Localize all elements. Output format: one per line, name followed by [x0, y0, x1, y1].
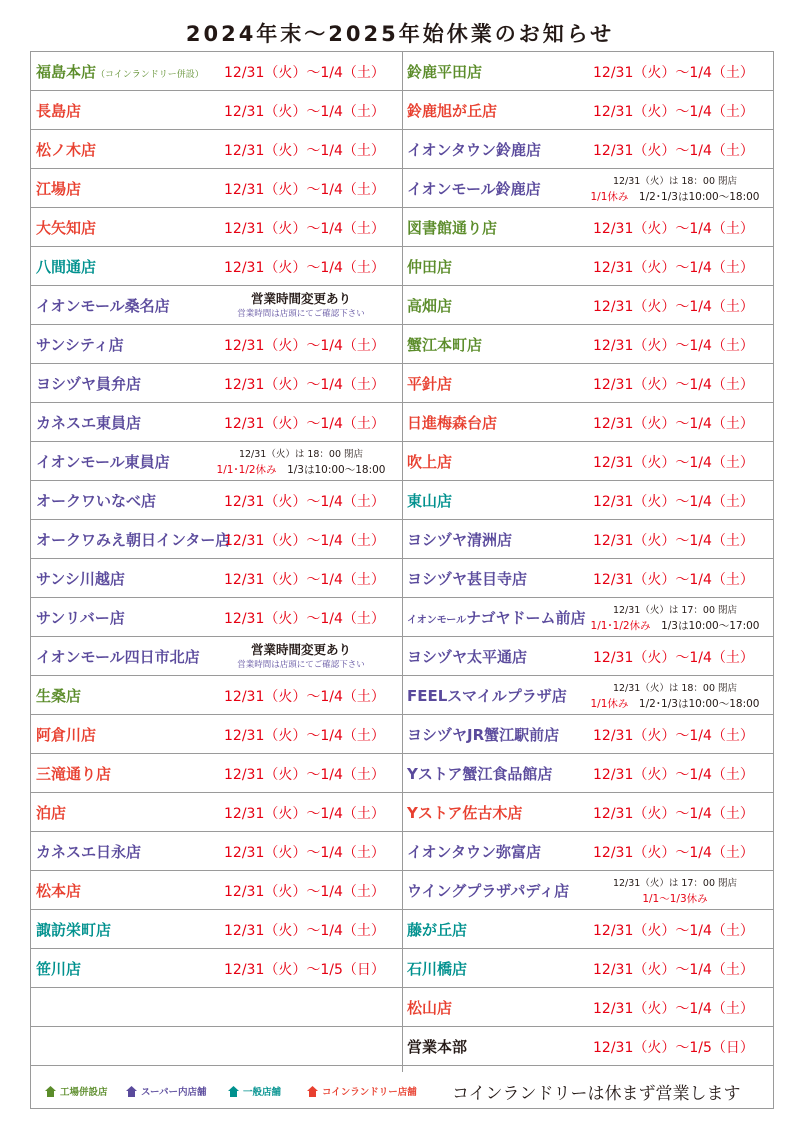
- store-name-text: 諏訪栄町店: [36, 921, 112, 939]
- table-row: [31, 403, 402, 442]
- store-name-text: イオンタウン弥富店: [407, 843, 541, 861]
- legend-label: コインランドリー店舗: [322, 1087, 417, 1098]
- store-name: [36, 451, 170, 472]
- closing-period: 12/31（火）〜1/4（土）: [224, 260, 385, 276]
- house-icon: [307, 1086, 318, 1097]
- store-name-text: 松本店: [36, 882, 82, 900]
- table-row: [31, 286, 402, 325]
- table-row: [31, 520, 402, 559]
- store-name-main: ナゴヤドーム前店: [466, 609, 586, 627]
- closing-period: 12/31（火）〜1/4（土）: [593, 806, 754, 822]
- store-name: [407, 490, 452, 511]
- store-name: [407, 724, 559, 745]
- closing-period: 12/31（火）〜1/4（土）: [593, 338, 754, 354]
- store-name-text: オークワみえ朝日インター店: [36, 531, 231, 549]
- store-name: [36, 100, 81, 121]
- reduced-hours: 1/2･1/3は10:00〜18:00: [638, 191, 760, 203]
- house-icon: [45, 1086, 56, 1097]
- store-name-text: 阿倉川店: [36, 726, 97, 744]
- table-row: [402, 598, 773, 637]
- hours-change-note: 営業時間は店頭にてご確認下さい: [237, 309, 365, 319]
- table-row: [402, 715, 773, 754]
- store-name-text: 高畑店: [407, 297, 453, 315]
- closing-period: 12/31（火）〜1/4（土）: [224, 338, 385, 354]
- store-name-text: 石川橋店: [407, 960, 468, 978]
- table-row: [31, 949, 402, 988]
- right-column: [402, 52, 773, 1066]
- store-name-text: 八間通店: [36, 258, 97, 276]
- store-name: [407, 139, 541, 160]
- store-name: [36, 217, 96, 238]
- store-name-text: Yストア佐古木店: [407, 804, 523, 822]
- store-name: [407, 334, 482, 355]
- special-hours-detail: [203, 462, 399, 477]
- legend-item: [228, 1084, 281, 1098]
- table-row: [402, 91, 773, 130]
- store-name: [36, 373, 141, 394]
- store-name-text: 笹川店: [36, 960, 82, 978]
- store-name: [36, 607, 125, 628]
- store-name-text: オークワいなべ店: [36, 492, 157, 510]
- store-name: [407, 373, 452, 394]
- closing-period: 12/31（火）〜1/4（土）: [593, 767, 754, 783]
- closing-period: 12/31（火）〜1/4（土）: [224, 572, 385, 588]
- closing-period: 12/31（火）〜1/4（土）: [224, 377, 385, 393]
- table-row: [31, 637, 402, 676]
- house-icon: [228, 1086, 239, 1097]
- closing-period: 12/31（火）〜1/4（土）: [224, 689, 385, 705]
- closing-period: 12/31（火）〜1/4（土）: [593, 494, 754, 510]
- table-row: [31, 442, 402, 481]
- store-name: [407, 880, 569, 901]
- table-row: [31, 364, 402, 403]
- store-name: [407, 568, 527, 589]
- legend-item: [126, 1084, 207, 1098]
- table-row: [31, 52, 402, 91]
- closing-period: 12/31（火）〜1/4（土）: [593, 143, 754, 159]
- store-name-text: カネスエ東員店: [36, 414, 142, 432]
- closing-period: 12/31（火）〜1/4（土）: [593, 923, 754, 939]
- table-row: [31, 169, 402, 208]
- closing-period: 12/31（火）〜1/4（土）: [593, 65, 754, 81]
- special-hours-detail: [578, 696, 772, 711]
- store-name: [36, 61, 204, 82]
- closing-period: 12/31（火）〜1/4（土）: [224, 65, 385, 81]
- store-name-text: 平針店: [407, 375, 453, 393]
- store-name-text: 松ノ木店: [36, 141, 97, 159]
- store-name: [407, 178, 541, 199]
- store-name-text: 東山店: [407, 492, 453, 510]
- store-name-prefix: イオンモール: [407, 615, 467, 626]
- legend-label: スーパー内店舗: [141, 1087, 207, 1098]
- legend-label: 工場併設店: [60, 1087, 108, 1098]
- closing-period: 12/31（火）〜1/4（土）: [224, 845, 385, 861]
- store-name-text: 吹上店: [407, 453, 453, 471]
- special-hours-close: 12/31（火）は 17：00 閉店: [612, 878, 738, 889]
- table-row: [402, 52, 773, 91]
- table-row: [31, 91, 402, 130]
- store-name: [36, 529, 230, 550]
- store-name: [407, 763, 552, 784]
- store-name-text: 江場店: [36, 180, 82, 198]
- store-name-text: 生桑店: [36, 687, 82, 705]
- closing-period: 12/31（火）〜1/4（土）: [593, 962, 754, 978]
- hours-change-title: 営業時間変更あり: [250, 291, 351, 306]
- store-name: [36, 139, 96, 160]
- store-name: [407, 1036, 467, 1057]
- table-row: [31, 1027, 402, 1066]
- holiday-days: 1/1休み: [590, 191, 629, 203]
- hours-change-notice: [203, 637, 399, 676]
- table-row: [402, 169, 773, 208]
- store-name-text: イオンタウン鈴鹿店: [407, 141, 541, 159]
- store-name-text: イオンモール四日市北店: [36, 648, 200, 666]
- closing-period: 12/31（火）〜1/4（土）: [224, 143, 385, 159]
- store-name: [36, 178, 81, 199]
- store-name: [36, 880, 81, 901]
- closing-period: 12/31（火）〜1/4（土）: [593, 260, 754, 276]
- store-name: [36, 919, 111, 940]
- closing-period: 12/31（火）〜1/4（土）: [593, 845, 754, 861]
- closing-period: 12/31（火）〜1/4（土）: [224, 884, 385, 900]
- special-hours-close: 12/31（火）は 18：00 閉店: [612, 683, 738, 694]
- table-row: [402, 949, 773, 988]
- reduced-hours: 1/3は10:00〜17:00: [661, 620, 760, 632]
- table-row: [402, 520, 773, 559]
- store-name: [36, 334, 124, 355]
- legend-item: [45, 1084, 108, 1098]
- table-row: [31, 481, 402, 520]
- reduced-hours: 1/3は10:00〜18:00: [287, 464, 386, 476]
- store-name-text: 鈴鹿平田店: [407, 63, 483, 81]
- table-row: [31, 754, 402, 793]
- table-row: [31, 715, 402, 754]
- table-row: [31, 598, 402, 637]
- hours-change-note: 営業時間は店頭にてご確認下さい: [237, 660, 365, 670]
- closing-period: 12/31（火）〜1/4（土）: [224, 611, 385, 627]
- closing-period: 12/31（火）〜1/4（土）: [593, 572, 754, 588]
- store-name: [407, 412, 497, 433]
- legend-note: コインランドリーは休まず営業します: [452, 1084, 741, 1104]
- store-name: [407, 919, 467, 940]
- store-name: [407, 529, 512, 550]
- table-row: [402, 481, 773, 520]
- closing-period: 12/31（火）〜1/4（土）: [593, 299, 754, 315]
- table-row: [402, 754, 773, 793]
- table-row: [402, 559, 773, 598]
- store-name-text: ヨシヅヤ太平通店: [407, 648, 528, 666]
- table-row: [31, 325, 402, 364]
- holiday-days: 1/1休み: [590, 698, 629, 710]
- store-name: [407, 295, 452, 316]
- store-name-text: 鈴鹿旭が丘店: [407, 102, 498, 120]
- store-name: [36, 724, 96, 745]
- store-name: [407, 256, 452, 277]
- closing-period: 12/31（火）〜1/4（土）: [593, 377, 754, 393]
- special-hours: [578, 598, 772, 637]
- closing-period: 12/31（火）〜1/4（土）: [224, 923, 385, 939]
- store-name-note: （コインランドリー併設）: [96, 70, 204, 80]
- store-name-text: 大矢知店: [36, 219, 97, 237]
- special-hours: [578, 871, 772, 910]
- table-row: [31, 559, 402, 598]
- closing-period: 12/31（火）〜1/4（土）: [224, 728, 385, 744]
- closing-period: 12/31（火）〜1/4（土）: [593, 104, 754, 120]
- table-row: [402, 130, 773, 169]
- store-name: [36, 763, 111, 784]
- store-name-text: 営業本部: [407, 1038, 468, 1056]
- table-row: [402, 910, 773, 949]
- store-name-text: Yストア蟹江食品館店: [407, 765, 553, 783]
- table-row: [402, 247, 773, 286]
- table-row: [402, 325, 773, 364]
- store-name: [36, 490, 156, 511]
- table-row: [31, 676, 402, 715]
- store-name: [407, 685, 567, 706]
- closing-period: 12/31（火）〜1/4（土）: [224, 104, 385, 120]
- store-name-text: ウイングプラザパディ店: [407, 882, 570, 900]
- special-hours: [203, 442, 399, 481]
- table-row: [402, 676, 773, 715]
- reduced-hours: 1/2･1/3は10:00〜18:00: [638, 698, 760, 710]
- store-table: [30, 51, 774, 1109]
- closing-period: 12/31（火）〜1/5（日）: [593, 1040, 754, 1056]
- table-row: [31, 832, 402, 871]
- store-name-text: 泊店: [36, 804, 67, 822]
- closing-period: 12/31（火）〜1/4（土）: [224, 416, 385, 432]
- store-name: [36, 802, 66, 823]
- store-name: [407, 802, 522, 823]
- store-name: [407, 451, 452, 472]
- table-row: [31, 871, 402, 910]
- table-row: [402, 871, 773, 910]
- closing-period: 12/31（火）〜1/4（土）: [593, 533, 754, 549]
- closing-period: 12/31（火）〜1/4（土）: [593, 728, 754, 744]
- store-name-text: カネスエ日永店: [36, 843, 142, 861]
- store-name: [36, 646, 200, 667]
- store-name: [36, 295, 170, 316]
- closing-period: 12/31（火）〜1/4（土）: [224, 767, 385, 783]
- store-name-text: ヨシヅヤ員弁店: [36, 375, 142, 393]
- house-icon: [126, 1086, 137, 1097]
- store-name: [36, 685, 81, 706]
- store-name: [407, 61, 482, 82]
- holiday-days: 1/1〜1/3休み: [642, 893, 708, 905]
- special-hours-detail: [578, 189, 772, 204]
- table-row: [31, 910, 402, 949]
- store-name-text: 長島店: [36, 102, 82, 120]
- store-name-text: 蟹江本町店: [407, 336, 483, 354]
- special-hours: [578, 169, 772, 208]
- store-name-text: サンシティ店: [36, 336, 124, 354]
- special-hours-detail: [578, 891, 772, 906]
- store-name-text: ヨシヅヤ甚目寺店: [407, 570, 528, 588]
- store-name-text: サンリバー店: [36, 609, 125, 627]
- hours-change-notice: [203, 286, 399, 325]
- table-row: [402, 988, 773, 1027]
- closing-period: 12/31（火）〜1/4（土）: [224, 182, 385, 198]
- special-hours-detail: [578, 618, 772, 633]
- special-hours-close: 12/31（火）は 17：00 閉店: [612, 605, 738, 616]
- closing-period: 12/31（火）〜1/4（土）: [224, 533, 385, 549]
- legend-label: 一般店舗: [243, 1087, 282, 1098]
- holiday-days: 1/1･1/2休み: [216, 464, 277, 476]
- closing-period: 12/31（火）〜1/4（土）: [593, 221, 754, 237]
- table-row: [31, 130, 402, 169]
- store-name: [36, 958, 81, 979]
- store-name-text: 日進梅森台店: [407, 414, 498, 432]
- store-name: [407, 100, 497, 121]
- closing-period: 12/31（火）〜1/5（日）: [224, 962, 385, 978]
- store-name-text: 図書館通り店: [407, 219, 498, 237]
- left-column: [31, 52, 403, 1072]
- table-row: [402, 403, 773, 442]
- closing-period: 12/31（火）〜1/4（土）: [224, 221, 385, 237]
- holiday-days: 1/1･1/2休み: [590, 620, 651, 632]
- table-row: [402, 1027, 773, 1066]
- store-name: [36, 568, 125, 589]
- closing-period: 12/31（火）〜1/4（土）: [224, 806, 385, 822]
- special-hours-close: 12/31（火）は 18：00 閉店: [612, 176, 738, 187]
- table-row: [402, 286, 773, 325]
- closing-period: 12/31（火）〜1/4（土）: [593, 416, 754, 432]
- store-name-text: イオンモール鈴鹿店: [407, 180, 541, 198]
- table-row: [402, 208, 773, 247]
- store-name: [407, 841, 541, 862]
- closing-period: 12/31（火）〜1/4（土）: [593, 1001, 754, 1017]
- page-title: 2024年末〜2025年始休業のお知らせ: [185, 22, 615, 46]
- store-name-text: 松山店: [407, 999, 453, 1017]
- special-hours: [578, 676, 772, 715]
- store-name-text: ヨシヅヤJR蟹江駅前店: [407, 726, 560, 744]
- closing-period: 12/31（火）〜1/4（土）: [224, 494, 385, 510]
- table-row: [402, 637, 773, 676]
- store-name-text: ヨシヅヤ清洲店: [407, 531, 513, 549]
- closing-period: 12/31（火）〜1/4（土）: [593, 455, 754, 471]
- store-name: [36, 412, 141, 433]
- store-name-text: 仲田店: [407, 258, 453, 276]
- table-row: [402, 364, 773, 403]
- store-name: [407, 958, 467, 979]
- special-hours-close: 12/31（火）は 18：00 閉店: [238, 449, 364, 460]
- store-name: [407, 646, 527, 667]
- table-row: [402, 832, 773, 871]
- legend-item: [307, 1084, 417, 1098]
- table-row: [31, 208, 402, 247]
- table-row: [31, 988, 402, 1027]
- table-row: [31, 247, 402, 286]
- store-name-text: サンシ川越店: [36, 570, 125, 588]
- table-row: [402, 442, 773, 481]
- store-name-text: イオンモール東員店: [36, 453, 170, 471]
- store-name-text: 三滝通り店: [36, 765, 112, 783]
- store-name: [36, 841, 141, 862]
- legend: [31, 1072, 775, 1108]
- closing-period: 12/31（火）〜1/4（土）: [593, 650, 754, 666]
- store-name-text: FEELスマイルプラザ店: [407, 687, 567, 705]
- store-name-text: 福島本店: [36, 63, 97, 81]
- store-name-text: 藤が丘店: [407, 921, 468, 939]
- table-row: [31, 793, 402, 832]
- store-name: [407, 217, 497, 238]
- store-name: [407, 607, 586, 628]
- store-name: [36, 256, 96, 277]
- table-row: [402, 793, 773, 832]
- store-name-text: イオンモール桑名店: [36, 297, 170, 315]
- store-name: [407, 997, 452, 1018]
- hours-change-title: 営業時間変更あり: [250, 642, 351, 657]
